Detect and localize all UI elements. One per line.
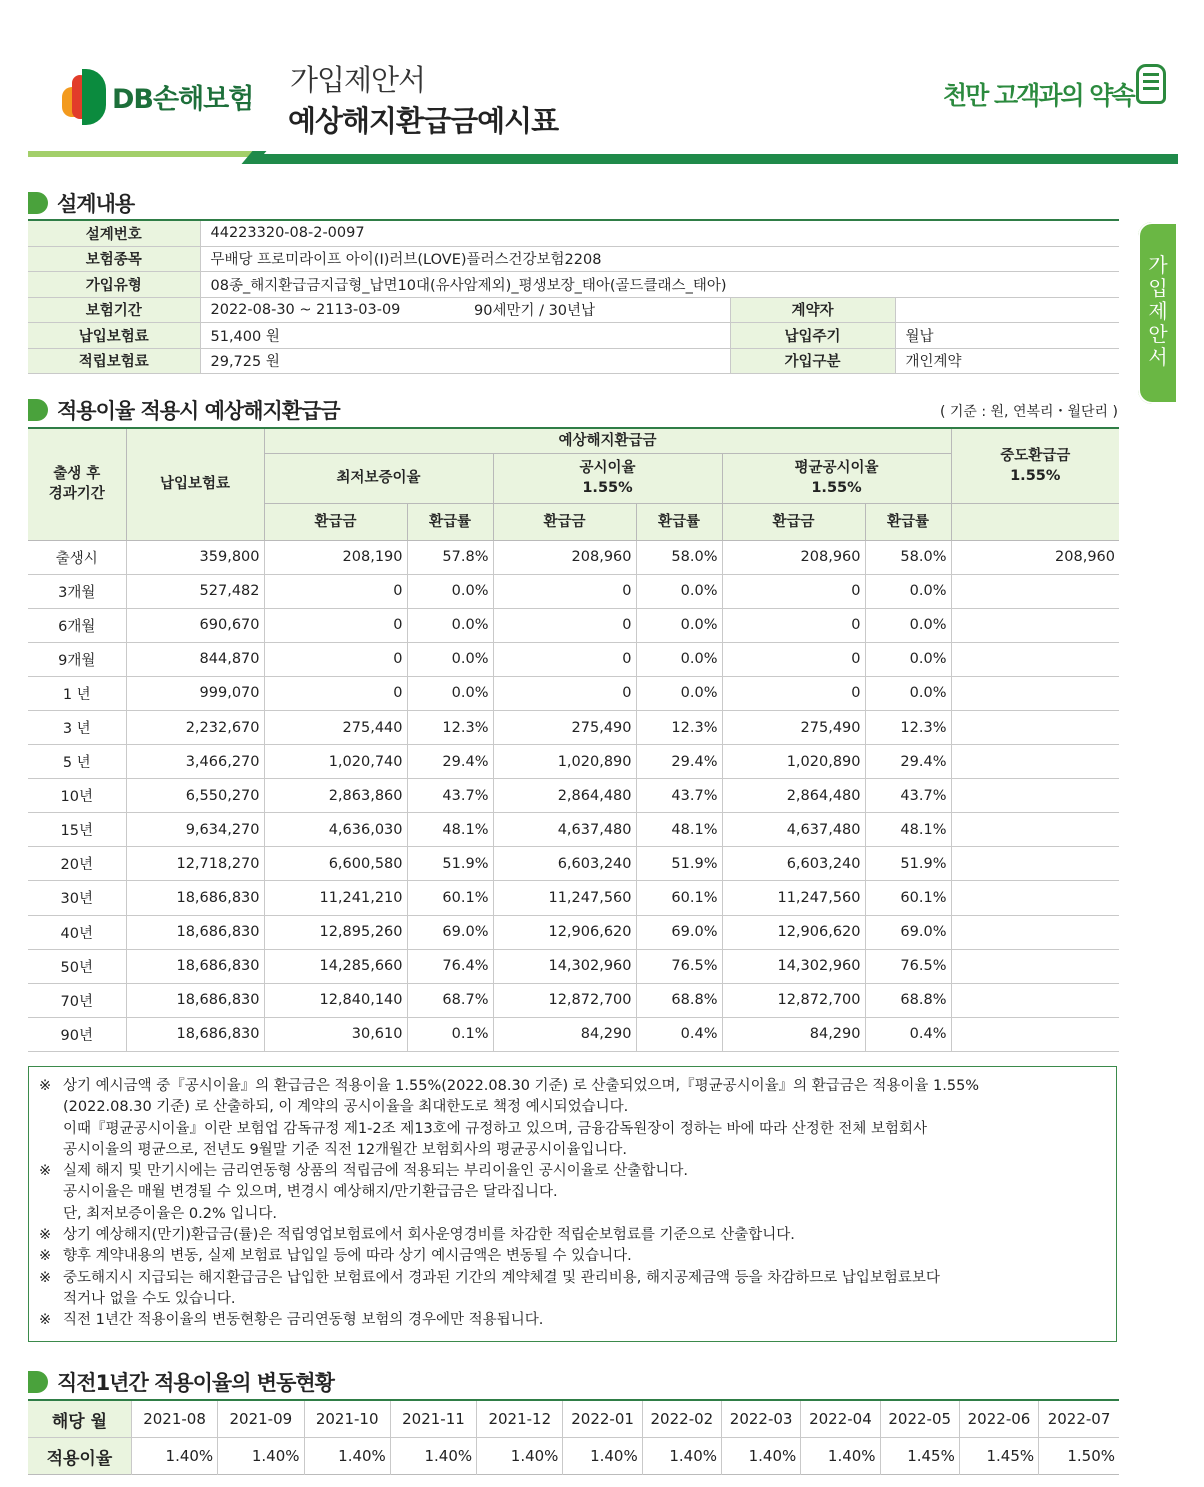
month-cell: 2022-04 bbox=[801, 1400, 880, 1438]
section-bullet-icon bbox=[28, 399, 48, 421]
paid-cell: 3,466,270 bbox=[126, 745, 264, 779]
unit-note: ( 기준 : 원, 연복리・월단리 ) bbox=[939, 404, 1118, 420]
public-amount-cell: 12,872,700 bbox=[493, 983, 636, 1017]
header-public-rate bbox=[493, 453, 722, 503]
section-title: 직전1년간 적용이율의 변동현황 bbox=[57, 1371, 334, 1395]
rate-row bbox=[28, 1438, 1119, 1475]
table-row bbox=[28, 608, 1119, 642]
section-title: 적용이율 적용시 예상해지환급금 bbox=[57, 399, 340, 423]
header-mid-label: 중도환급금 bbox=[1000, 447, 1071, 464]
payment-cycle-value: 월납 bbox=[895, 323, 1119, 349]
mid-refund-cell bbox=[951, 1017, 1119, 1051]
table-row bbox=[28, 676, 1119, 710]
note-line bbox=[39, 1182, 1106, 1203]
table-row bbox=[28, 915, 1119, 949]
rate-label: 적용이율 bbox=[28, 1438, 131, 1475]
paid-cell: 999,070 bbox=[126, 676, 264, 710]
design-row bbox=[28, 348, 1119, 374]
paid-cell: 690,670 bbox=[126, 608, 264, 642]
min-ratio-cell: 43.7% bbox=[407, 779, 493, 813]
rate-cell: 1.45% bbox=[880, 1438, 959, 1475]
elapsed-cell: 1 년 bbox=[28, 676, 126, 710]
public-amount-cell: 275,490 bbox=[493, 710, 636, 744]
mid-refund-cell bbox=[951, 915, 1119, 949]
design-value: 44223320-08-2-0097 bbox=[200, 220, 1119, 246]
rate-cell: 1.40% bbox=[390, 1438, 476, 1475]
note-line bbox=[39, 1097, 1106, 1118]
month-cell: 2021-09 bbox=[218, 1400, 304, 1438]
public-ratio-cell: 51.9% bbox=[636, 847, 722, 881]
notes-box bbox=[28, 1066, 1117, 1342]
avg-ratio-cell: 0.0% bbox=[865, 642, 951, 676]
min-amount-cell: 0 bbox=[264, 642, 407, 676]
month-cell: 2022-07 bbox=[1039, 1400, 1119, 1438]
avg-ratio-cell: 58.0% bbox=[865, 540, 951, 574]
mid-refund-cell bbox=[951, 608, 1119, 642]
note-line bbox=[39, 1076, 1106, 1097]
header-amount: 환급금 bbox=[722, 503, 865, 540]
public-ratio-cell: 0.0% bbox=[636, 642, 722, 676]
avg-amount-cell: 2,864,480 bbox=[722, 779, 865, 813]
min-amount-cell: 6,600,580 bbox=[264, 847, 407, 881]
design-label: 납입보험료 bbox=[28, 323, 200, 349]
min-amount-cell: 11,241,210 bbox=[264, 881, 407, 915]
mid-refund-cell bbox=[951, 676, 1119, 710]
note-text: 상기 예상해지(만기)환급금(률)은 적립영업보험료에서 회사운영경비를 차감한 적립순보험료를 기준으로 산출합니다. bbox=[63, 1227, 795, 1244]
note-mark: ※ bbox=[39, 1163, 52, 1180]
header-mid bbox=[951, 428, 1119, 503]
design-label: 납입주기 bbox=[730, 323, 895, 349]
paid-cell: 6,550,270 bbox=[126, 779, 264, 813]
mid-refund-cell bbox=[951, 881, 1119, 915]
db-logo-mark-icon bbox=[60, 67, 108, 125]
public-amount-cell: 0 bbox=[493, 676, 636, 710]
table-row bbox=[28, 745, 1119, 779]
note-text: 단, 최저보증이율은 0.2% 입니다. bbox=[63, 1205, 277, 1222]
min-ratio-cell: 0.1% bbox=[407, 1017, 493, 1051]
public-amount-cell: 1,020,890 bbox=[493, 745, 636, 779]
min-amount-cell: 208,190 bbox=[264, 540, 407, 574]
month-cell: 2021-10 bbox=[304, 1400, 390, 1438]
avg-amount-cell: 84,290 bbox=[722, 1017, 865, 1051]
header-public-value: 1.55% bbox=[582, 480, 633, 496]
note-text: 상기 예시금액 중『공시이율』의 환급금은 적용이율 1.55%(2022.08.30 기준) 로 산출되었으며,『평균공시이율』의 환급금은 적용이율 1.55% bbox=[63, 1078, 980, 1094]
public-ratio-cell: 29.4% bbox=[636, 745, 722, 779]
elapsed-cell: 30년 bbox=[28, 881, 126, 915]
note-mark: ※ bbox=[39, 1248, 52, 1265]
public-ratio-cell: 76.5% bbox=[636, 949, 722, 983]
section-refund-heading bbox=[28, 395, 340, 425]
rate-cell: 1.40% bbox=[218, 1438, 304, 1475]
header-elapsed bbox=[28, 428, 126, 540]
note-line bbox=[39, 1289, 1106, 1310]
side-tab bbox=[1138, 222, 1178, 404]
note-text: 적거나 없을 수도 있습니다. bbox=[63, 1290, 236, 1307]
rate-cell: 1.45% bbox=[959, 1438, 1038, 1475]
table-row bbox=[28, 847, 1119, 881]
min-ratio-cell: 57.8% bbox=[407, 540, 493, 574]
public-ratio-cell: 43.7% bbox=[636, 779, 722, 813]
header-elapsed-line: 출생 후 bbox=[53, 466, 101, 483]
min-ratio-cell: 12.3% bbox=[407, 710, 493, 744]
note-line bbox=[39, 1310, 1106, 1331]
rate-cell: 1.50% bbox=[1067, 1447, 1115, 1465]
table-row bbox=[28, 710, 1119, 744]
elapsed-cell: 90년 bbox=[28, 1017, 126, 1051]
min-amount-cell: 12,840,140 bbox=[264, 983, 407, 1017]
min-ratio-cell: 0.0% bbox=[407, 574, 493, 608]
elapsed-cell: 출생시 bbox=[28, 540, 126, 574]
min-ratio-cell: 69.0% bbox=[407, 915, 493, 949]
header-avg-label: 평균공시이율 bbox=[794, 460, 879, 476]
month-cell: 2022-06 bbox=[959, 1400, 1038, 1438]
avg-amount-cell: 4,637,480 bbox=[722, 813, 865, 847]
design-row bbox=[28, 297, 1119, 323]
public-ratio-cell: 60.1% bbox=[636, 881, 722, 915]
premium-value: 51,400 원 bbox=[200, 323, 730, 349]
min-amount-cell: 2,863,860 bbox=[264, 779, 407, 813]
avg-amount-cell: 6,603,240 bbox=[722, 847, 865, 881]
rate-cell: 1.40% bbox=[563, 1438, 642, 1475]
section-design-heading bbox=[28, 188, 134, 218]
paid-cell: 18,686,830 bbox=[126, 881, 264, 915]
mid-refund-cell bbox=[951, 574, 1119, 608]
reserve-value: 29,725 원 bbox=[200, 348, 730, 374]
paid-cell: 359,800 bbox=[126, 540, 264, 574]
public-amount-cell: 0 bbox=[493, 608, 636, 642]
mid-refund-cell bbox=[951, 710, 1119, 744]
note-line bbox=[39, 1204, 1106, 1225]
elapsed-cell: 40년 bbox=[28, 915, 126, 949]
elapsed-cell: 3 년 bbox=[28, 710, 126, 744]
public-amount-cell: 11,247,560 bbox=[493, 881, 636, 915]
month-cell: 2021-08 bbox=[131, 1400, 217, 1438]
avg-amount-cell: 0 bbox=[722, 642, 865, 676]
avg-ratio-cell: 43.7% bbox=[865, 779, 951, 813]
min-ratio-cell: 76.4% bbox=[407, 949, 493, 983]
min-ratio-cell: 51.9% bbox=[407, 847, 493, 881]
header-divider-dark bbox=[254, 154, 1178, 164]
avg-ratio-cell: 69.0% bbox=[865, 915, 951, 949]
design-row bbox=[28, 246, 1119, 272]
page-title: 예상해지환급금예시표 bbox=[288, 104, 559, 138]
header-avg-value: 1.55% bbox=[811, 480, 862, 496]
note-text: 중도해지시 지급되는 해지환급금은 납입한 보험료에서 경과된 기간의 계약체결 및 관리비용, 해지공제금액 등을 차감하므로 납입보험료보다 bbox=[63, 1269, 940, 1286]
header-avg-rate bbox=[722, 453, 951, 503]
note-mark: ※ bbox=[39, 1227, 52, 1244]
table-row bbox=[28, 779, 1119, 813]
month-cell: 2022-03 bbox=[722, 1400, 801, 1438]
maturity-term-value: 90세만기 / 30년납 bbox=[474, 297, 730, 323]
mid-refund-cell bbox=[951, 813, 1119, 847]
mid-refund-cell bbox=[951, 983, 1119, 1017]
public-ratio-cell: 0.4% bbox=[636, 1017, 722, 1051]
public-ratio-cell: 0.0% bbox=[636, 574, 722, 608]
table-row bbox=[28, 1017, 1119, 1051]
public-ratio-cell: 68.8% bbox=[636, 983, 722, 1017]
public-amount-cell: 0 bbox=[493, 574, 636, 608]
min-amount-cell: 0 bbox=[264, 574, 407, 608]
company-logo bbox=[60, 66, 253, 126]
pledge-hand-icon bbox=[1136, 64, 1166, 104]
section-rate-heading bbox=[28, 1367, 334, 1397]
avg-amount-cell: 0 bbox=[722, 574, 865, 608]
public-amount-cell: 6,603,240 bbox=[493, 847, 636, 881]
contract-type-value: 개인계약 bbox=[895, 348, 1119, 374]
avg-ratio-cell: 0.0% bbox=[865, 608, 951, 642]
design-label: 가입유형 bbox=[28, 272, 200, 298]
paid-cell: 9,634,270 bbox=[126, 813, 264, 847]
header-amount: 환급금 bbox=[493, 503, 636, 540]
paid-cell: 18,686,830 bbox=[126, 915, 264, 949]
note-mark: ※ bbox=[39, 1269, 52, 1286]
rate-cell: 1.40% bbox=[304, 1438, 390, 1475]
header-mid-rate: 1.55% bbox=[1010, 467, 1061, 484]
design-row bbox=[28, 323, 1119, 349]
note-mark: ※ bbox=[39, 1078, 52, 1094]
rate-cell: 1.40% bbox=[642, 1438, 721, 1475]
paid-cell: 844,870 bbox=[126, 642, 264, 676]
table-row bbox=[28, 813, 1119, 847]
month-row bbox=[28, 1400, 1119, 1438]
mid-refund-cell bbox=[951, 847, 1119, 881]
note-line bbox=[39, 1246, 1106, 1267]
paid-cell: 18,686,830 bbox=[126, 983, 264, 1017]
min-amount-cell: 1,020,740 bbox=[264, 745, 407, 779]
avg-ratio-cell: 60.1% bbox=[865, 881, 951, 915]
design-label: 가입구분 bbox=[730, 348, 895, 374]
rate-cell: 1.40% bbox=[477, 1438, 563, 1475]
public-ratio-cell: 12.3% bbox=[636, 710, 722, 744]
min-ratio-cell: 0.0% bbox=[407, 676, 493, 710]
avg-ratio-cell: 12.3% bbox=[865, 710, 951, 744]
min-amount-cell: 14,285,660 bbox=[264, 949, 407, 983]
rate-cell: 1.40% bbox=[801, 1438, 880, 1475]
note-text: 공시이율은 매월 변경될 수 있으며, 변경시 예상해지/만기환급금은 달라집니다. bbox=[63, 1184, 558, 1201]
month-label: 해당 월 bbox=[28, 1400, 131, 1438]
elapsed-cell: 15년 bbox=[28, 813, 126, 847]
min-ratio-cell: 0.0% bbox=[407, 608, 493, 642]
paid-cell: 12,718,270 bbox=[126, 847, 264, 881]
mid-refund-cell: 208,960 bbox=[951, 540, 1119, 574]
design-label: 계약자 bbox=[730, 297, 895, 323]
elapsed-cell: 9개월 bbox=[28, 642, 126, 676]
note-mark: ※ bbox=[39, 1312, 52, 1329]
table-row bbox=[28, 983, 1119, 1017]
note-line bbox=[39, 1161, 1106, 1182]
header-amount: 환급금 bbox=[264, 503, 407, 540]
design-label: 보험종목 bbox=[28, 246, 200, 272]
note-line bbox=[39, 1268, 1106, 1289]
mid-refund-cell bbox=[951, 779, 1119, 813]
public-amount-cell: 4,637,480 bbox=[493, 813, 636, 847]
min-ratio-cell: 68.7% bbox=[407, 983, 493, 1017]
note-line bbox=[39, 1119, 1106, 1140]
public-amount-cell: 14,302,960 bbox=[493, 949, 636, 983]
avg-ratio-cell: 0.0% bbox=[865, 574, 951, 608]
header-group: 예상해지환급금 bbox=[264, 428, 951, 453]
avg-ratio-cell: 48.1% bbox=[865, 813, 951, 847]
avg-ratio-cell: 0.0% bbox=[865, 676, 951, 710]
public-amount-cell: 0 bbox=[493, 642, 636, 676]
avg-amount-cell: 11,247,560 bbox=[722, 881, 865, 915]
note-text: 공시이율의 평균으로, 전년도 9월말 기준 직전 12개월간 보험회사의 평균공시이율입니다. bbox=[63, 1141, 628, 1158]
min-ratio-cell: 60.1% bbox=[407, 881, 493, 915]
design-label: 설계번호 bbox=[28, 220, 200, 246]
elapsed-cell: 6개월 bbox=[28, 608, 126, 642]
avg-ratio-cell: 51.9% bbox=[865, 847, 951, 881]
min-ratio-cell: 48.1% bbox=[407, 813, 493, 847]
section-title: 설계내용 bbox=[57, 192, 135, 216]
note-text: 향후 계약내용의 변동, 실제 보험료 납입일 등에 따라 상기 예시금액은 변동될 수 있습니다. bbox=[63, 1248, 632, 1265]
design-value: 08종_해지환급금지급형_납면10대(유사암제외)_평생보장_태아(골드클래스_태아) bbox=[200, 272, 1119, 298]
month-cell: 2021-12 bbox=[477, 1400, 563, 1438]
min-amount-cell: 0 bbox=[264, 676, 407, 710]
design-label: 적립보험료 bbox=[28, 348, 200, 374]
design-value: 무배당 프로미라이프 아이(I)러브(LOVE)플러스건강보험2208 bbox=[200, 246, 1119, 272]
paid-cell: 527,482 bbox=[126, 574, 264, 608]
side-tab-label: 가 입 제 안 서 bbox=[1148, 253, 1168, 369]
avg-amount-cell: 275,490 bbox=[722, 710, 865, 744]
elapsed-cell: 20년 bbox=[28, 847, 126, 881]
policyholder-value bbox=[895, 297, 1119, 323]
table-row bbox=[28, 949, 1119, 983]
avg-ratio-cell: 29.4% bbox=[865, 745, 951, 779]
month-cell: 2022-05 bbox=[880, 1400, 959, 1438]
min-ratio-cell: 0.0% bbox=[407, 642, 493, 676]
design-row bbox=[28, 220, 1119, 246]
mid-refund-cell bbox=[951, 949, 1119, 983]
table-row bbox=[28, 881, 1119, 915]
elapsed-cell: 50년 bbox=[28, 949, 126, 983]
avg-amount-cell: 14,302,960 bbox=[722, 949, 865, 983]
note-text: 실제 해지 및 만기시에는 금리연동형 상품의 적립금에 적용되는 부리이율인 공시이율로 산출합니다. bbox=[63, 1163, 688, 1180]
elapsed-cell: 3개월 bbox=[28, 574, 126, 608]
avg-amount-cell: 0 bbox=[722, 608, 865, 642]
min-amount-cell: 4,636,030 bbox=[264, 813, 407, 847]
min-amount-cell: 30,610 bbox=[264, 1017, 407, 1051]
paid-cell: 18,686,830 bbox=[126, 949, 264, 983]
brand-name: DB손해보험 bbox=[112, 83, 254, 115]
min-amount-cell: 12,895,260 bbox=[264, 915, 407, 949]
min-amount-cell: 275,440 bbox=[264, 710, 407, 744]
design-table bbox=[28, 219, 1119, 374]
rate-cell: 1.40% bbox=[722, 1438, 801, 1475]
mid-refund-cell bbox=[951, 642, 1119, 676]
public-amount-cell: 12,906,620 bbox=[493, 915, 636, 949]
slogan: 천만 고객과의 약속 bbox=[943, 81, 1134, 110]
section-bullet-icon bbox=[28, 1371, 48, 1393]
month-cell: 2022-02 bbox=[642, 1400, 721, 1438]
header-min-rate: 최저보증이율 bbox=[264, 453, 493, 503]
public-ratio-cell: 69.0% bbox=[636, 915, 722, 949]
header-ratio: 환급률 bbox=[865, 503, 951, 540]
table-row bbox=[28, 540, 1119, 574]
public-ratio-cell: 58.0% bbox=[636, 540, 722, 574]
note-line bbox=[39, 1225, 1106, 1246]
public-ratio-cell: 48.1% bbox=[636, 813, 722, 847]
avg-amount-cell: 1,020,890 bbox=[722, 745, 865, 779]
note-text: (2022.08.30 기준) 로 산출하되, 이 계약의 공시이율을 최대한도로 책정 예시되었습니다. bbox=[63, 1099, 629, 1116]
rate-cell: 1.40% bbox=[131, 1438, 217, 1475]
public-ratio-cell: 0.0% bbox=[636, 608, 722, 642]
mid-refund-cell bbox=[951, 745, 1119, 779]
paid-cell: 2,232,670 bbox=[126, 710, 264, 744]
header-divider-light bbox=[28, 151, 260, 157]
public-ratio-cell: 0.0% bbox=[636, 676, 722, 710]
header-ratio: 환급률 bbox=[636, 503, 722, 540]
header-ratio: 환급률 bbox=[407, 503, 493, 540]
header-mid-blank bbox=[951, 503, 1119, 540]
avg-ratio-cell: 68.8% bbox=[865, 983, 951, 1017]
paid-cell: 18,686,830 bbox=[126, 1017, 264, 1051]
min-ratio-cell: 29.4% bbox=[407, 745, 493, 779]
avg-ratio-cell: 76.5% bbox=[865, 949, 951, 983]
design-row bbox=[28, 272, 1119, 298]
rate-history-table bbox=[28, 1399, 1119, 1475]
section-bullet-icon bbox=[28, 192, 48, 214]
avg-amount-cell: 12,872,700 bbox=[722, 983, 865, 1017]
elapsed-cell: 5 년 bbox=[28, 745, 126, 779]
avg-amount-cell: 208,960 bbox=[722, 540, 865, 574]
public-amount-cell: 84,290 bbox=[493, 1017, 636, 1051]
table-row bbox=[28, 642, 1119, 676]
doc-type: 가입제안서 bbox=[290, 63, 426, 97]
elapsed-cell: 10년 bbox=[28, 779, 126, 813]
design-label: 보험기간 bbox=[28, 297, 200, 323]
public-amount-cell: 208,960 bbox=[493, 540, 636, 574]
refund-table bbox=[28, 427, 1119, 1052]
header-paid: 납입보험료 bbox=[126, 428, 264, 540]
avg-amount-cell: 12,906,620 bbox=[722, 915, 865, 949]
note-line bbox=[39, 1140, 1106, 1161]
avg-ratio-cell: 0.4% bbox=[865, 1017, 951, 1051]
insurance-period-value: 2022-08-30 ~ 2113-03-09 bbox=[200, 297, 474, 323]
note-text: 직전 1년간 적용이율의 변동현황은 금리연동형 보험의 경우에만 적용됩니다. bbox=[63, 1312, 544, 1329]
min-amount-cell: 0 bbox=[264, 608, 407, 642]
month-cell: 2022-01 bbox=[563, 1400, 642, 1438]
header-elapsed-line: 경과기간 bbox=[48, 486, 105, 503]
table-row bbox=[28, 574, 1119, 608]
elapsed-cell: 70년 bbox=[28, 983, 126, 1017]
month-cell: 2021-11 bbox=[390, 1400, 476, 1438]
header-public-label: 공시이율 bbox=[579, 460, 636, 476]
note-text: 이때『평균공시이율』이란 보험업 감독규정 제1-2조 제13호에 규정하고 있으며, 금융감독원장이 정하는 바에 따라 산정한 전체 보험회사 bbox=[63, 1120, 928, 1137]
avg-amount-cell: 0 bbox=[722, 676, 865, 710]
public-amount-cell: 2,864,480 bbox=[493, 779, 636, 813]
